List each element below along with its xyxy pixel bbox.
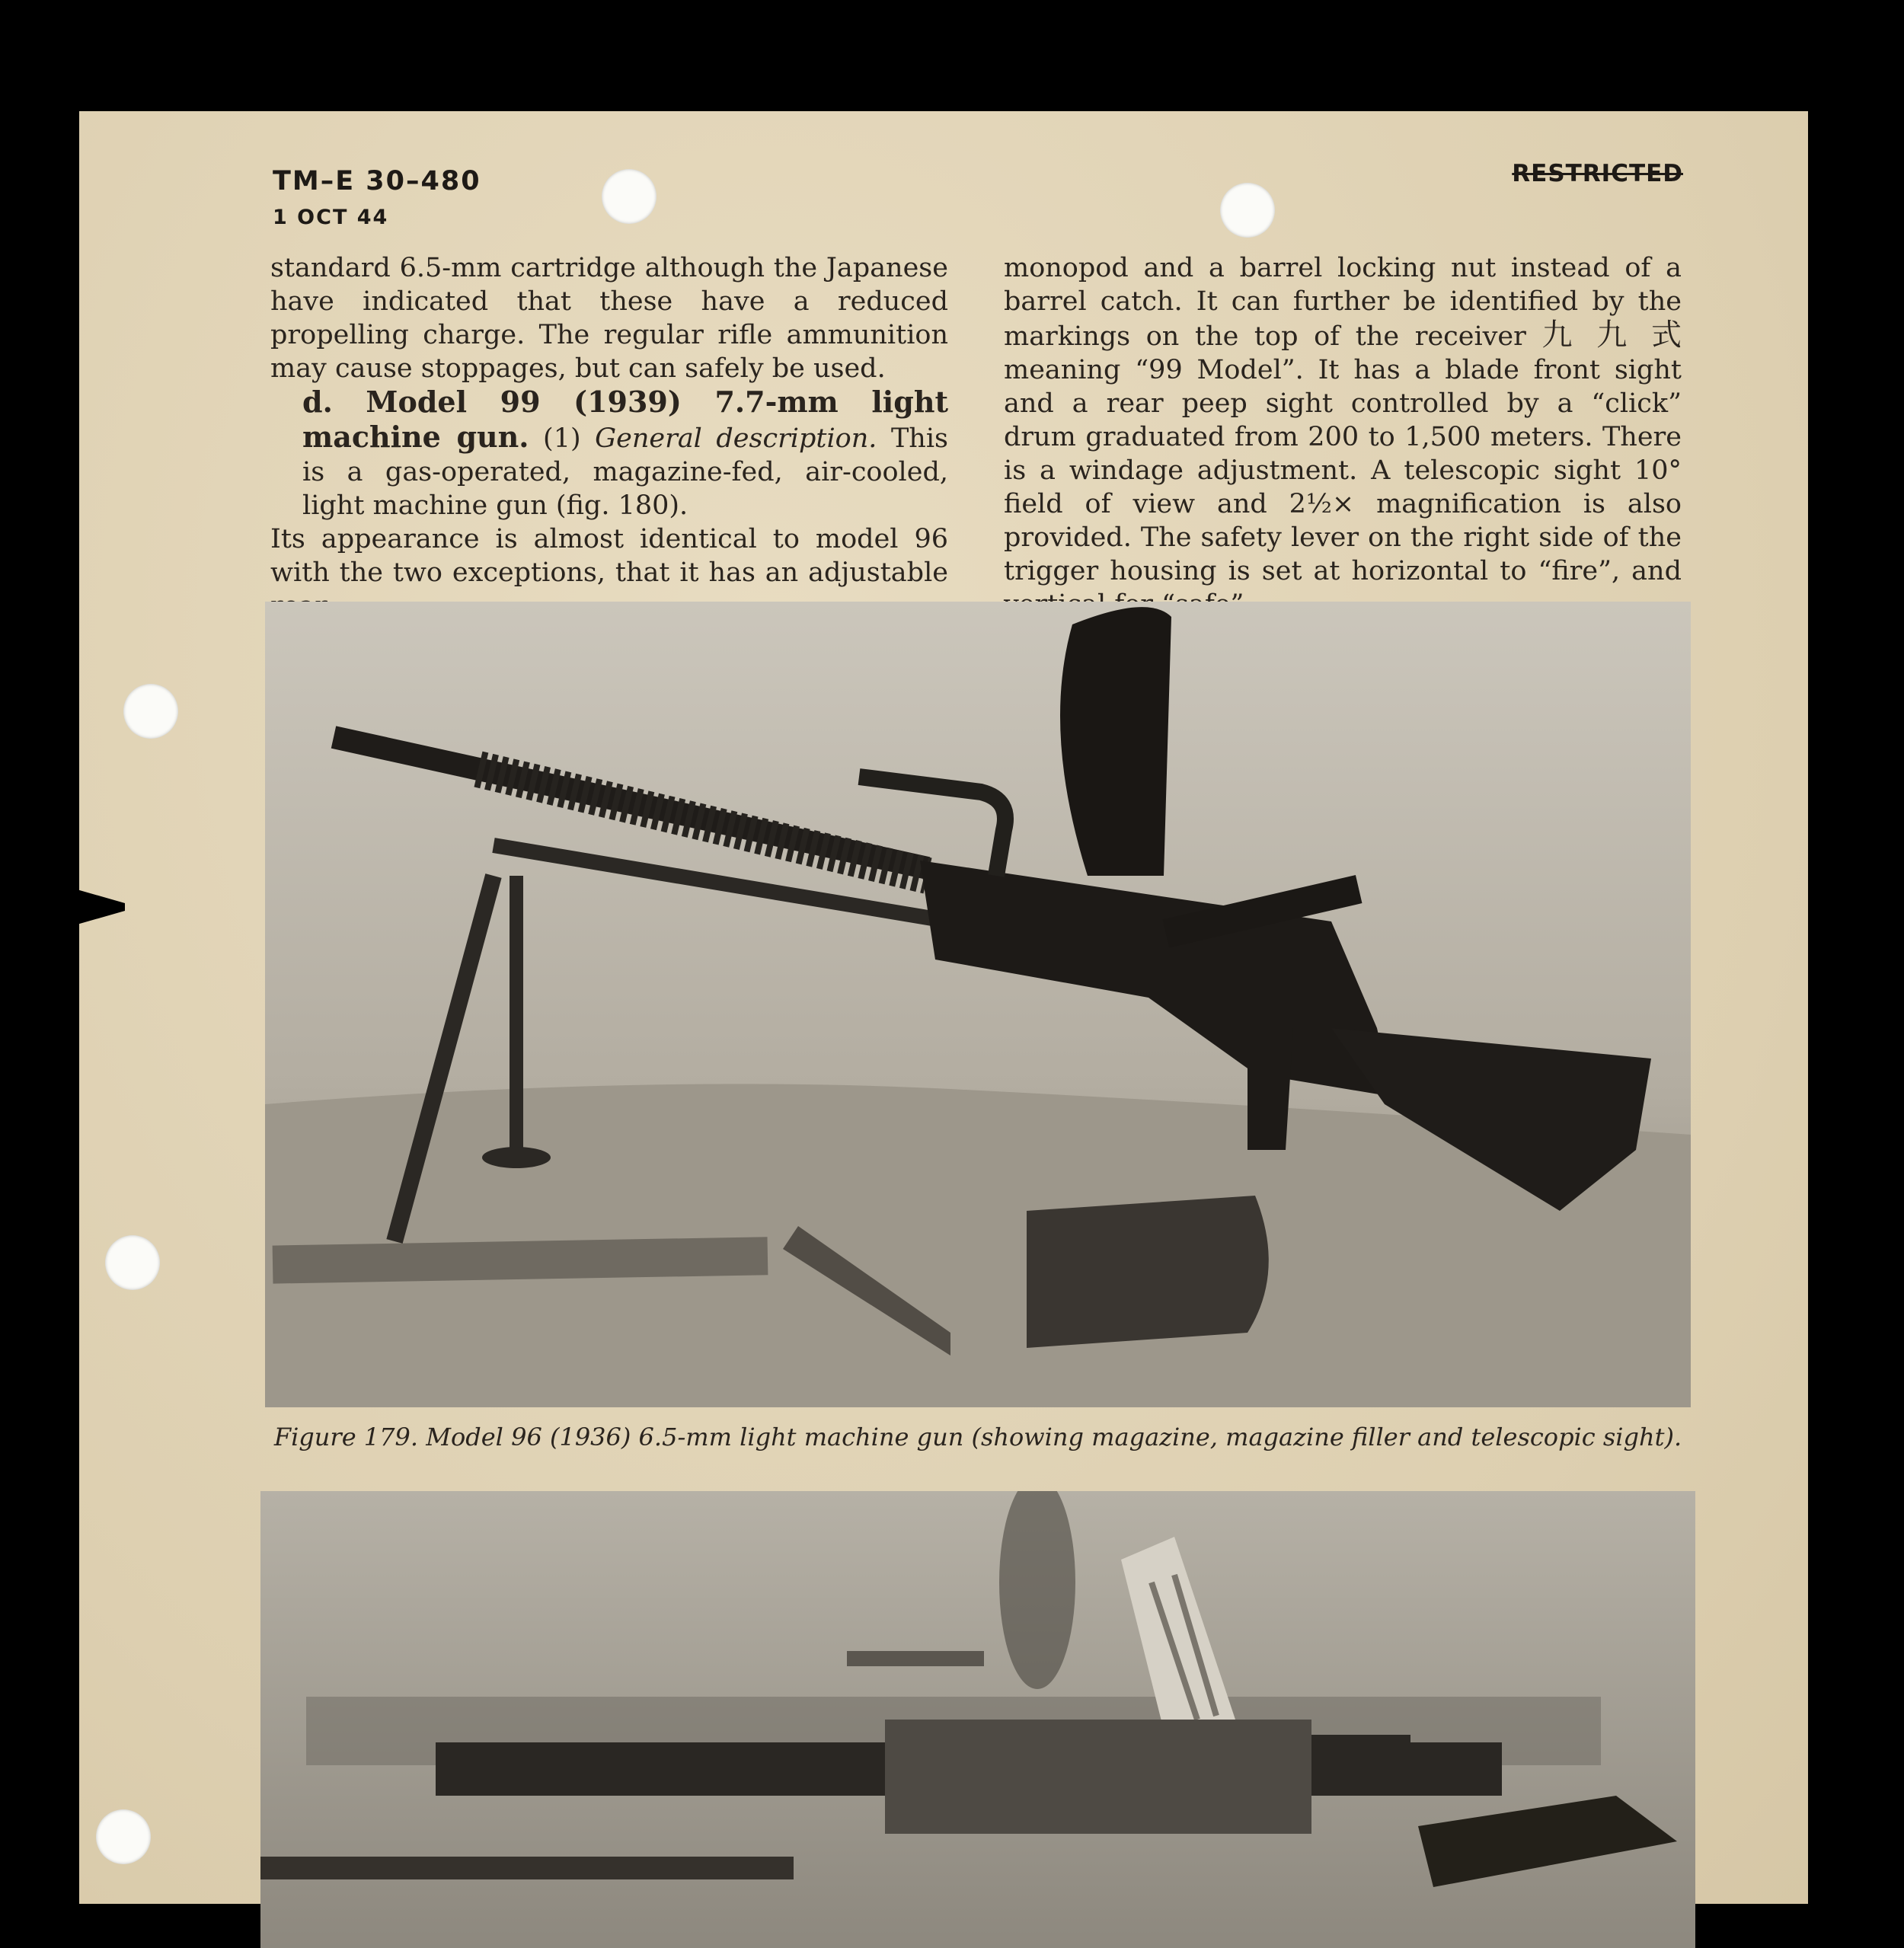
figure-179-photo <box>265 602 1691 1407</box>
paragraph-text: meaning “99 Model”. It has a blade front sight and a rear peep sight controlled by a “click” drum graduated from 200 to 1,500 meters. There is a windage adjustment. A telescopic sight 10° field of view and 2½× magnification is also provided. The safety lever on the right side of the trigger housing is set at horizontal to “fire”, and <box>1004 355 1682 586</box>
subhead-title: General description. <box>595 423 877 454</box>
paragraph: Its appearance is almost identical to model 96 with the two exceptions, that it has an adjustable <box>270 524 948 588</box>
doc-date: 1 OCT 44 <box>273 206 389 229</box>
doc-code: TM–E 30–480 <box>273 166 481 196</box>
figure-caption: Figure 179. Model 96 (1936) 6.5-mm light machine gun (showing magazine, magazine filler and telescopic sight). <box>273 1423 1682 1451</box>
paragraph <box>1004 251 1682 621</box>
left-column <box>270 251 948 623</box>
punch-hole <box>602 169 656 224</box>
subhead-number: (1) <box>543 423 581 454</box>
paragraph: This is a gas-operated, magazine-fed, air-cooled, light machine gun (fig. 180). <box>302 423 948 521</box>
punch-hole <box>1220 183 1275 238</box>
section-heading: d. Model 99 (1939) 7.7-mm light machine gun. <box>302 385 948 454</box>
figure-180-photo <box>260 1491 1695 1948</box>
punch-hole <box>105 1235 160 1290</box>
machine-gun-photo <box>260 1491 1695 1948</box>
paragraph-text: monopod and a barrel locking nut instead of a barrel catch. It can further be identified by the markings on the top of the receiver <box>1004 253 1682 352</box>
classification-stamp: RESTRICTED <box>1512 160 1683 187</box>
header-left <box>273 166 481 229</box>
machine-gun-photo <box>265 602 1691 1407</box>
section-heading-block <box>270 385 948 522</box>
page-notch <box>79 888 125 926</box>
right-column <box>1004 251 1682 621</box>
kanji-marking: 九 九 式 <box>1541 318 1682 353</box>
punch-hole <box>96 1809 151 1864</box>
paragraph: standard 6.5-mm cartridge although the Japanese have indicated that these have a reduced propelling charge. The regular rifle ammunition may cause stoppages, but can safely be used. <box>270 253 948 384</box>
punch-hole <box>123 684 178 739</box>
